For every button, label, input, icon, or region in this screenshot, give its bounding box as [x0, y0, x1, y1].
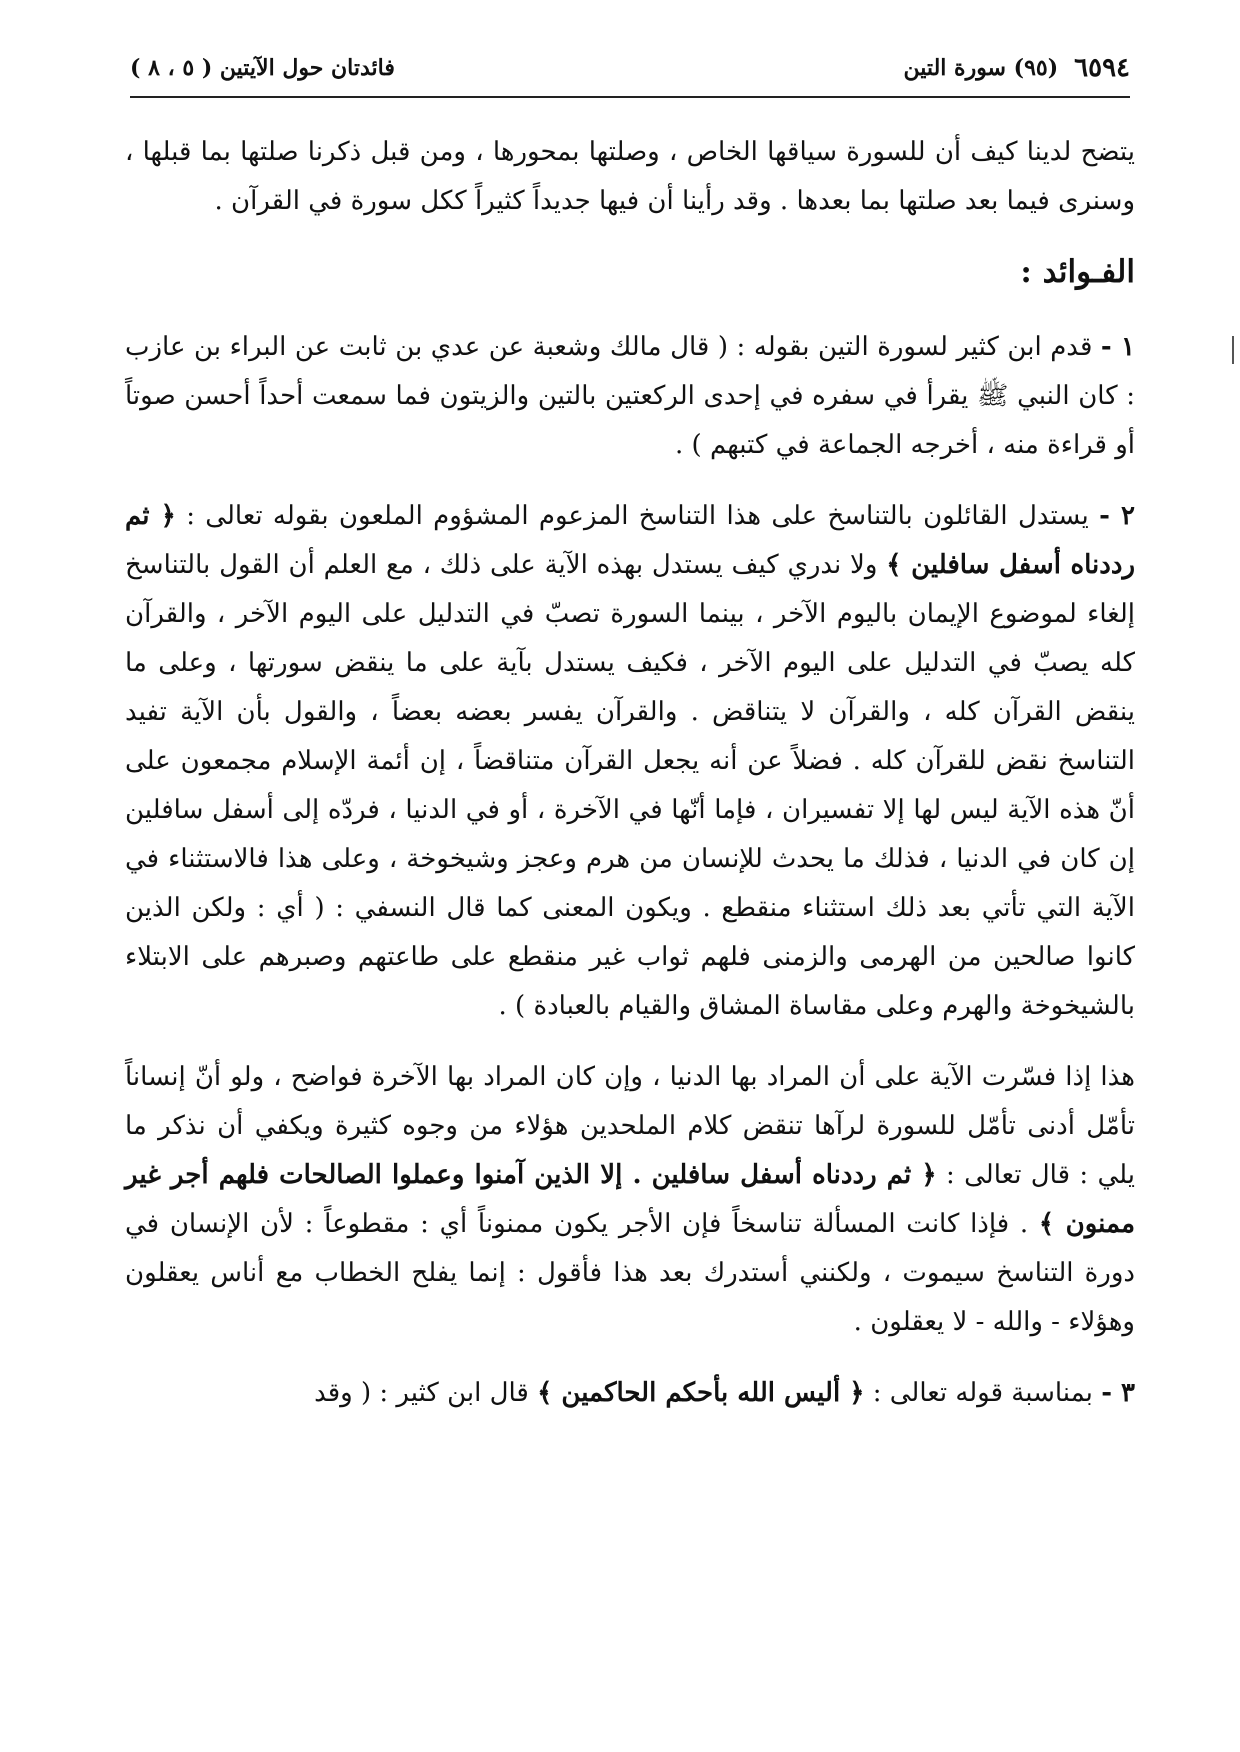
quran-verse: ﴿ ثم رددناه أسفل سافلين . إلا الذين آمنوا وعملوا الصالحات فلهم أجر غير ممنون ﴾: [125, 1160, 1135, 1239]
item-number: ٢ -: [1099, 501, 1135, 531]
header-divider: [130, 96, 1130, 98]
benefit-item-3: [125, 1369, 1135, 1418]
paragraph-3: [125, 1053, 1135, 1347]
section-heading: الفـوائد :: [1020, 254, 1135, 290]
page-header: [130, 48, 1130, 88]
quran-verse: ﴿ ثم رددناه أسفل سافلين ﴾: [125, 501, 1135, 580]
quran-verse: ﴿ أليس الله بأحكم الحاكمين ﴾: [537, 1378, 865, 1408]
item-text: يستدل القائلون بالتناسخ على هذا التناسخ المزعوم المشؤوم الملعون بقوله تعالى :: [186, 501, 1089, 531]
intro-paragraph: يتضح لدينا كيف أن للسورة سياقها الخاص ، وصلتها بمحورها ، ومن قبل ذكرنا صلتها بما قبلها ، وسنرى فيما بعد صلتها بما بعدها . وقد رأينا أن فيها جديداً كثيراً ككل سورة في القرآن .: [125, 137, 1135, 216]
header-right: [904, 53, 1130, 83]
item-number: ٣ -: [1101, 1378, 1135, 1408]
margin-mark: [1232, 336, 1234, 364]
benefit-item-1: [125, 323, 1135, 470]
item-number: ١ -: [1100, 332, 1136, 362]
paragraph-text: . فإذا كانت المسألة تناسخاً فإن الأجر يكون ممنوناً أي : مقطوعاً : لأن الإنسان في دورة التناسخ سيموت ، ولكنني أستدرك بعد هذا فأقول : إنما يفلح الخطاب مع أناس يعقلون وهؤلاء - والله - لا يعقلون .: [125, 1209, 1135, 1337]
page-number: ٦٥٩٤: [1074, 53, 1130, 83]
paragraph-text: هذا إذا فسّرت الآية على أن المراد بها الدنيا ، وإن كان المراد بها الآخرة فواضح ، ولو أنّ إنساناً تأمّل أدنى تأمّل للسورة لرآها تنقض كلام الملحدين هؤلاء من وجوه كثيرة ويكفي أن نذكر ما يلي : قال تعالى :: [125, 1062, 1135, 1190]
page-body: [125, 128, 1135, 1440]
section-title: فائدتان حول الآيتين ( ٥ ، ٨ ): [130, 55, 395, 81]
item-text: قدم ابن كثير لسورة التين بقوله : ( قال مالك وشعبة عن عدي بن ثابت عن البراء بن عازب : كان النبي ﷺ يقرأ في سفره في إحدى الركعتين بالتين والزيتون فما سمعت أحداً أحسن صوتاً أو قراءة منه ، أخرجه الجماعة في كتبهم ) .: [125, 332, 1135, 460]
surah-title: (٩٥) سورة التين: [903, 55, 1059, 81]
benefit-item-2: [125, 492, 1135, 1031]
item-text: قال ابن كثير : ( وقد: [314, 1378, 529, 1408]
item-text: ولا ندري كيف يستدل بهذه الآية على ذلك ، مع العلم أن القول بالتناسخ إلغاء لموضوع الإيمان باليوم الآخر ، بينما السورة تصبّ في التدليل على اليوم الآخر ، والقرآن كله يصبّ في التدليل على اليوم الآخر ، فكيف يستدل بآية على ما ينقض سورتها ، وعلى ما ينقض القرآن كله ، والقرآن لا يتناقض . والقرآن يفسر بعضه بعضاً ، والقول بأن الآية تفيد التناسخ نقض للقرآن كله . فضلاً عن أنه يجعل القرآن متناقضاً ، إن أئمة الإسلام مجمعون على أنّ هذه الآية ليس لها إلا تفسيران ، فإما أنّها في الآخرة ، أو في الدنيا ، فردّه إلى أسفل سافلين إن كان في الدنيا ، فذلك ما يحدث للإنسان من هرم وعجز وشيخوخة ، وعلى هذا فالاستثناء في الآية التي تأتي بعد ذلك استثناء منقطع . ويكون المعنى كما قال النسفي : ( أي : ولكن الذين كانوا صالحين من الهرمى والزمنى فلهم ثواب غير منقطع على طاعتهم وصبرهم على الابتلاء بالشيخوخة والهرم وعلى مقاساة المشاق والقيام بالعبادة ) .: [125, 550, 1135, 1021]
item-text: بمناسبة قوله تعالى :: [872, 1378, 1093, 1408]
